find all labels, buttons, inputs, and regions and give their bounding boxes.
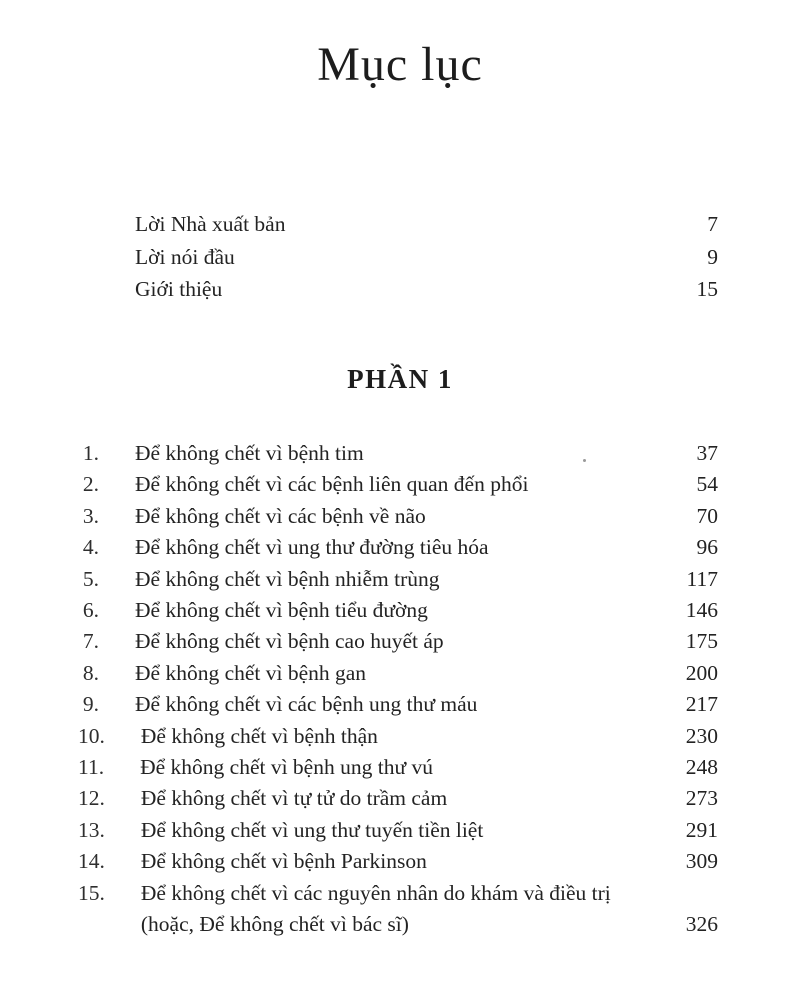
toc-chapter-title-line1: Để không chết vì bệnh Parkinson xyxy=(140,849,427,874)
toc-chapter-page: 70 xyxy=(696,503,718,528)
toc-chapter-title-line1: Để không chết vì bệnh gan xyxy=(135,660,367,685)
toc-chapter-title-line1: Để không chết vì bệnh thận xyxy=(140,723,378,748)
toc-chapter-number: 2. xyxy=(82,472,99,497)
toc-chapter-title-line1: Để không chết vì bệnh ung thư vú xyxy=(140,754,433,779)
toc-chapter-title-line1: Để không chết vì các nguyên nhân do khám và điều trị xyxy=(140,880,611,905)
toc-chapter-title-line1: Để không chết vì bệnh cao huyết áp xyxy=(135,629,444,654)
toc-chapter-number: 12. xyxy=(78,786,105,811)
toc-chapter-title-line1: Để không chết vì tự tử do trầm cảm xyxy=(140,786,448,811)
toc-chapter-number: 4. xyxy=(82,535,99,560)
toc-chapter-title-line1: Để không chết vì các bệnh ung thư máu xyxy=(135,692,478,717)
toc-chapter-entry xyxy=(78,469,718,500)
toc-chapter-number: 6. xyxy=(82,597,99,622)
toc-chapter-entry xyxy=(78,532,718,563)
toc-chapter-page: 309 xyxy=(685,849,718,874)
toc-chapter-title xyxy=(140,752,674,783)
toc-chapter-page: 146 xyxy=(685,597,718,622)
toc-chapter-number: 3. xyxy=(82,503,99,528)
front-matter-list xyxy=(135,208,718,306)
toc-chapter-number: 15. xyxy=(78,880,105,905)
toc-chapter-page: 273 xyxy=(685,786,718,811)
toc-entry-label: Lời nói đầu xyxy=(135,244,235,269)
toc-chapter-title xyxy=(135,626,674,657)
toc-chapter-number: 1. xyxy=(82,440,99,465)
toc-chapter-title xyxy=(135,501,685,532)
toc-chapter-title xyxy=(135,595,674,626)
toc-chapter-number: 7. xyxy=(82,629,99,654)
toc-chapter-title xyxy=(141,783,674,814)
toc-chapter-page: 54 xyxy=(696,472,718,497)
toc-chapter-entry xyxy=(78,501,718,532)
toc-chapter-page: 200 xyxy=(685,660,718,685)
toc-chapter-page: 117 xyxy=(686,566,718,591)
toc-chapter-title-line1: Để không chết vì ung thư đường tiêu hóa xyxy=(135,535,489,560)
toc-chapter-entry xyxy=(78,658,718,689)
part-heading: PHẦN 1 xyxy=(347,363,453,394)
toc-chapter-title xyxy=(141,878,674,941)
toc-chapter-title xyxy=(135,658,674,689)
toc-chapter-entry xyxy=(78,438,718,469)
toc-chapter-title xyxy=(135,469,685,500)
toc-chapter-entry xyxy=(78,815,718,846)
toc-chapter-page: 175 xyxy=(685,629,718,654)
toc-chapter-title xyxy=(135,532,685,563)
scan-speck-artifact xyxy=(583,459,586,462)
toc-chapter-entry xyxy=(78,689,718,720)
toc-chapter-title-line1: Để không chết vì bệnh tiểu đường xyxy=(135,597,428,622)
toc-chapter-title xyxy=(135,438,685,469)
toc-chapter-entry xyxy=(78,878,718,941)
toc-chapter-title xyxy=(141,815,674,846)
toc-chapter-entry xyxy=(78,846,718,877)
toc-entry-label: Lời Nhà xuất bản xyxy=(135,212,286,237)
toc-front-entry xyxy=(135,208,718,241)
toc-entry-page: 15 xyxy=(696,277,718,302)
toc-chapter-title-line1: Để không chết vì bệnh nhiễm trùng xyxy=(135,566,440,591)
toc-chapter-title xyxy=(141,721,674,752)
toc-chapter-entry xyxy=(78,783,718,814)
toc-chapter-page: 96 xyxy=(696,535,718,560)
toc-chapter-entry xyxy=(78,564,718,595)
toc-chapter-title-line1: Để không chết vì các bệnh về não xyxy=(135,503,426,528)
toc-chapter-page: 326 xyxy=(685,911,718,936)
toc-chapter-number: 13. xyxy=(78,817,105,842)
toc-chapter-title-line1: Để không chết vì ung thư tuyến tiền liệt xyxy=(140,817,484,842)
toc-chapter-title xyxy=(135,564,675,595)
toc-chapter-number: 14. xyxy=(78,849,105,874)
toc-chapter-number: 10. xyxy=(78,723,105,748)
toc-entry-page: 7 xyxy=(707,212,718,237)
chapter-list xyxy=(0,438,718,941)
toc-chapter-page: 291 xyxy=(685,817,718,842)
toc-chapter-page: 37 xyxy=(696,440,718,465)
toc-chapter-number: 11. xyxy=(78,754,105,779)
toc-entry-label: Giới thiệu xyxy=(135,277,223,302)
toc-front-entry xyxy=(135,273,718,306)
toc-chapter-title-line1: Để không chết vì bệnh tim xyxy=(135,440,364,465)
page-title: Mục lục xyxy=(317,38,483,91)
toc-entry-page: 9 xyxy=(707,244,718,269)
toc-chapter-page: 230 xyxy=(685,723,718,748)
toc-chapter-entry xyxy=(78,721,718,752)
toc-front-entry xyxy=(135,241,718,274)
toc-chapter-number: 9. xyxy=(82,692,99,717)
toc-chapter-entry xyxy=(78,626,718,657)
toc-chapter-page: 217 xyxy=(685,692,718,717)
toc-chapter-page: 248 xyxy=(685,754,718,779)
toc-chapter-entry xyxy=(78,595,718,626)
toc-chapter-title xyxy=(135,689,674,720)
toc-chapter-entry xyxy=(78,752,718,783)
toc-chapter-title-line1: Để không chết vì các bệnh liên quan đến phổi xyxy=(135,472,529,497)
toc-chapter-title xyxy=(141,846,674,877)
toc-chapter-number: 5. xyxy=(82,566,99,591)
toc-chapter-title-line2: (hoặc, Để không chết vì bác sĩ) xyxy=(140,911,409,936)
toc-chapter-number: 8. xyxy=(82,660,99,685)
